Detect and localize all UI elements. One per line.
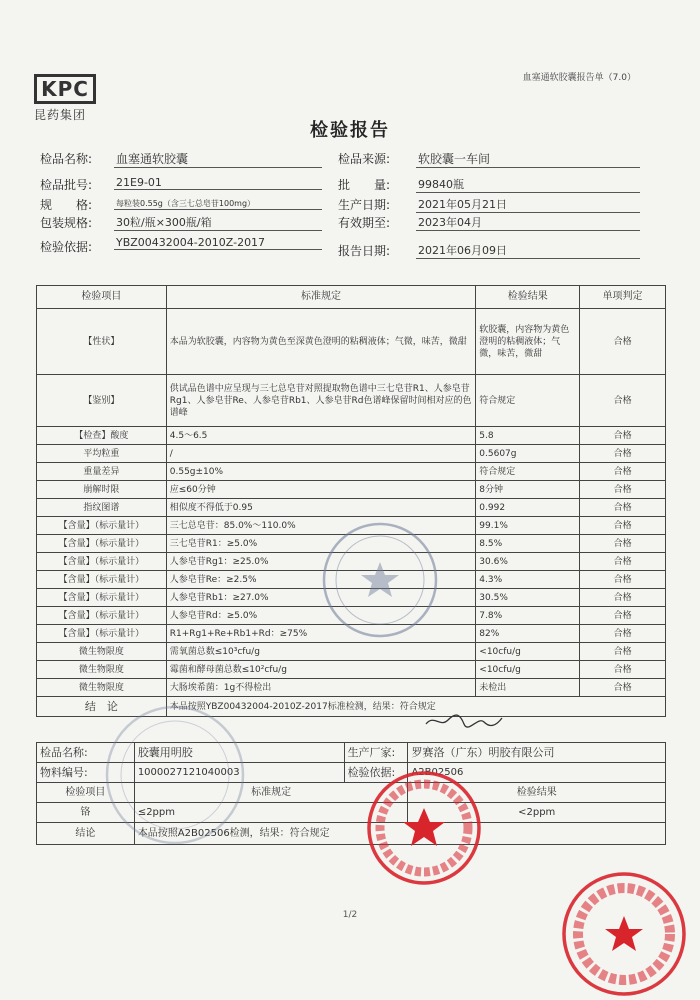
quantity-value: 99840瓶 xyxy=(416,176,640,193)
product-name-label: 检品名称: xyxy=(40,152,93,166)
source-value: 软胶囊一车间 xyxy=(416,150,640,168)
row-judgement: 合格 xyxy=(580,661,666,679)
row-standard: 三七皂苷R1：≥5.0% xyxy=(166,535,476,553)
maker-value: 罗赛洛（广东）明胶有限公司 xyxy=(408,743,666,763)
blue-seal-2-inner-ring xyxy=(121,721,229,829)
blue-seal-stamp xyxy=(320,520,440,640)
row-item: 【含量】（标示量计） xyxy=(37,517,167,535)
expiry-label: 有效期至: xyxy=(338,216,391,230)
row-standard: 相似度不得低于0.95 xyxy=(166,499,476,517)
prod-date-label: 生产日期: xyxy=(338,198,391,212)
row-item: 【性状】 xyxy=(37,309,167,375)
row-judgement: 合格 xyxy=(580,445,666,463)
header-result: 检验结果 xyxy=(476,286,580,309)
gelatin-header-item: 检验项目 xyxy=(37,783,135,803)
spec-label: 规 格: xyxy=(40,198,93,212)
report-date-value: 2021年06月09日 xyxy=(416,242,640,259)
row-item: 【含量】（标示量计） xyxy=(37,625,167,643)
red-seal-stamp xyxy=(364,768,484,888)
row-judgement: 合格 xyxy=(580,607,666,625)
table-row xyxy=(37,463,666,481)
row-judgement: 合格 xyxy=(580,463,666,481)
document-id: 血塞通软胶囊报告单（7.0） xyxy=(522,73,636,83)
report-title: 检验报告 xyxy=(310,120,390,141)
conclusion-value: 本品按照YBZ00432004-2010Z-2017标准检测，结果：符合规定 xyxy=(169,701,436,712)
batch-value: 21E9-01 xyxy=(114,176,322,190)
row-result: 30.5% xyxy=(476,589,580,607)
row-result: <10cfu/g xyxy=(476,643,580,661)
batch-label: 检品批号: xyxy=(40,178,93,192)
blue-seal-stamp-2 xyxy=(100,700,250,850)
table-row xyxy=(37,375,666,427)
row-judgement: 合格 xyxy=(580,427,666,445)
basis-label: 检验依据: xyxy=(40,240,93,254)
row-judgement: 合格 xyxy=(580,679,666,697)
package-label: 包装规格: xyxy=(40,216,93,230)
row-standard: 4.5～6.5 xyxy=(166,427,476,445)
row-item: 微生物限度 xyxy=(37,679,167,697)
row-result: 符合规定 xyxy=(476,463,580,481)
expiry-value: 2023年04月 xyxy=(416,214,640,231)
row-standard: 人参皂苷Rb1：≥27.0% xyxy=(166,589,476,607)
gelatin-header-result: 检验结果 xyxy=(408,783,666,803)
row-standard: 霉菌和酵母菌总数≤10²cfu/g xyxy=(166,661,476,679)
table-row xyxy=(37,643,666,661)
row-item: 微生物限度 xyxy=(37,643,167,661)
row-result: 82% xyxy=(476,625,580,643)
row-item: 平均粒重 xyxy=(37,445,167,463)
row-item: 重量差异 xyxy=(37,463,167,481)
gelatin-conclusion: 本品按照A2B02506检测，结果：符合规定 xyxy=(134,823,665,845)
gelatin-basis-value: A2B02506 xyxy=(408,763,666,783)
table-row xyxy=(37,661,666,679)
table-row xyxy=(37,481,666,499)
source-label: 检品来源: xyxy=(338,152,391,166)
gelatin-item: 铬 xyxy=(37,803,135,823)
row-item: 【含量】（标示量计） xyxy=(37,553,167,571)
row-standard: 人参皂苷Rg1：≥25.0% xyxy=(166,553,476,571)
quantity-label: 批 量: xyxy=(338,178,391,192)
row-judgement: 合格 xyxy=(580,571,666,589)
header-judgement: 单项判定 xyxy=(580,286,666,309)
material-code-label: 物料编号: xyxy=(37,763,135,783)
table-row xyxy=(37,679,666,697)
row-result: 4.3% xyxy=(476,571,580,589)
product-name-value: 血塞通软胶囊 xyxy=(114,150,322,168)
logo-company-name: 昆药集团 xyxy=(34,108,87,122)
row-result: <10cfu/g xyxy=(476,661,580,679)
row-judgement: 合格 xyxy=(580,625,666,643)
row-item: 微生物限度 xyxy=(37,661,167,679)
logo-mark: KPC xyxy=(34,74,96,104)
gelatin-name-value: 胶囊用明胶 xyxy=(134,743,344,763)
row-item: 崩解时限 xyxy=(37,481,167,499)
row-standard: 大肠埃希菌：1g不得检出 xyxy=(166,679,476,697)
row-standard: 应≤60分钟 xyxy=(166,481,476,499)
red-seal-stamp-2 xyxy=(560,870,688,998)
row-item: 【鉴别】 xyxy=(37,375,167,427)
row-standard: 需氧菌总数≤10³cfu/g xyxy=(166,643,476,661)
row-item: 【含量】（标示量计） xyxy=(37,589,167,607)
maker-label: 生产厂家: xyxy=(344,743,408,763)
row-item: 【检查】酸度 xyxy=(37,427,167,445)
gelatin-basis-label: 检验依据: xyxy=(344,763,408,783)
red-seal-2-star xyxy=(605,916,643,951)
row-result: 8.5% xyxy=(476,535,580,553)
row-standard: 0.55g±10% xyxy=(166,463,476,481)
row-judgement: 合格 xyxy=(580,499,666,517)
gelatin-result: <2ppm xyxy=(408,803,666,823)
header-standard: 标准规定 xyxy=(166,286,476,309)
table-row xyxy=(37,427,666,445)
row-standard: 本品为软胶囊，内容物为黄色至深黄色澄明的粘稠液体；气微，味苦，微甜 xyxy=(166,309,476,375)
row-result: 符合规定 xyxy=(476,375,580,427)
row-standard: / xyxy=(166,445,476,463)
table-row xyxy=(37,309,666,375)
row-item: 【含量】（标示量计） xyxy=(37,535,167,553)
prod-date-value: 2021年05月21日 xyxy=(416,196,640,213)
row-judgement: 合格 xyxy=(580,517,666,535)
row-judgement: 合格 xyxy=(580,643,666,661)
gelatin-header-standard: 标准规定 xyxy=(134,783,408,803)
row-standard: 供试品色谱中应呈现与三七总皂苷对照提取物色谱中三七皂苷R1、人参皂苷Rg1、人参皂苷Re、人参皂苷Rb1、人参皂苷Rd色谱峰保留时间相对应的色谱峰 xyxy=(166,375,476,427)
row-judgement: 合格 xyxy=(580,481,666,499)
row-standard: 人参皂苷Rd：≥5.0% xyxy=(166,607,476,625)
conclusion-label: 结 论 xyxy=(37,697,167,717)
table-header-row xyxy=(37,286,666,309)
row-judgement: 合格 xyxy=(580,375,666,427)
row-judgement: 合格 xyxy=(580,553,666,571)
table-row xyxy=(37,445,666,463)
spec-value: 每粒装0.55g（含三七总皂苷100mg） xyxy=(114,198,322,210)
row-result: 30.6% xyxy=(476,553,580,571)
row-item: 指纹图谱 xyxy=(37,499,167,517)
table-row xyxy=(37,499,666,517)
row-result: 99.1% xyxy=(476,517,580,535)
header-item: 检验项目 xyxy=(37,286,167,309)
row-result: 8分钟 xyxy=(476,481,580,499)
gelatin-conclusion-label: 结论 xyxy=(37,823,135,845)
row-judgement: 合格 xyxy=(580,535,666,553)
row-judgement: 合格 xyxy=(580,309,666,375)
report-date-label: 报告日期: xyxy=(338,244,391,258)
row-judgement: 合格 xyxy=(580,589,666,607)
row-result: 软胶囊，内容物为黄色澄明的粘稠液体；气微，味苦，微甜 xyxy=(476,309,580,375)
row-standard: 三七总皂苷：85.0%～110.0% xyxy=(166,517,476,535)
row-standard: 人参皂苷Re：≥2.5% xyxy=(166,571,476,589)
handwritten-signature xyxy=(424,710,504,732)
row-item: 【含量】（标示量计） xyxy=(37,607,167,625)
gelatin-name-label: 检品名称: xyxy=(37,743,135,763)
blue-seal-2-ring xyxy=(107,707,243,843)
inspection-table xyxy=(36,285,666,717)
gelatin-standard: ≤2ppm xyxy=(134,803,408,823)
row-standard: R1+Rg1+Re+Rb1+Rd：≥75% xyxy=(166,625,476,643)
page-number: 1/2 xyxy=(342,910,358,920)
row-result: 5.8 xyxy=(476,427,580,445)
basis-value: YBZ00432004-2010Z-2017 xyxy=(114,236,322,250)
row-item: 【含量】（标示量计） xyxy=(37,571,167,589)
row-result: 未检出 xyxy=(476,679,580,697)
row-result: 0.992 xyxy=(476,499,580,517)
signature-stroke xyxy=(426,715,502,727)
material-code-value: 1000027121040003 xyxy=(134,763,344,783)
row-result: 0.5607g xyxy=(476,445,580,463)
row-result: 7.8% xyxy=(476,607,580,625)
blue-seal-star xyxy=(361,562,399,597)
red-seal-star xyxy=(403,808,445,846)
package-value: 30粒/瓶×300瓶/箱 xyxy=(114,214,322,231)
